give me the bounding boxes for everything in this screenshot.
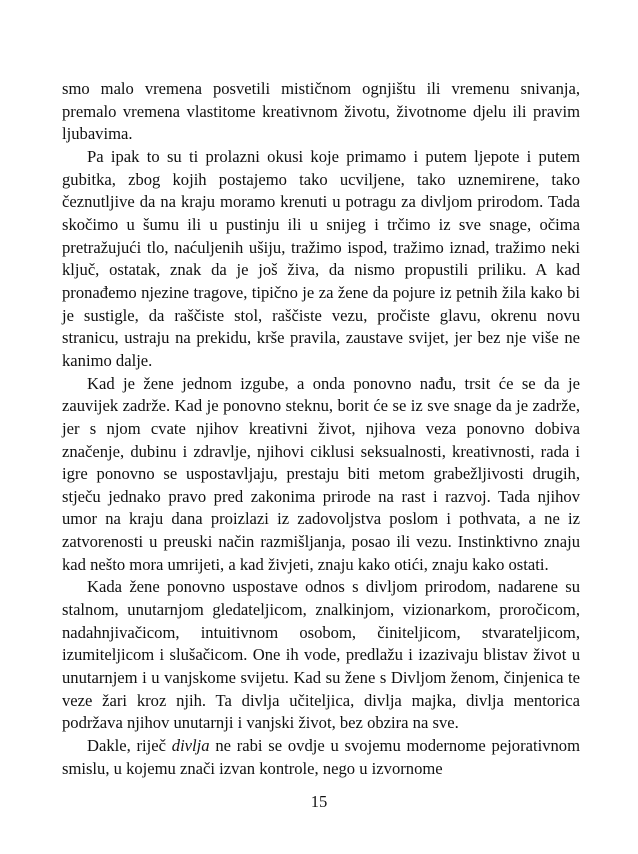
paragraph-4: Kada žene ponovno uspostave odnos s divljom prirodom, nadarene su stalnom, unutarnjom gledateljicom, znalkinjom, vizionarkom, proročicom, nadahnjivačicom, intuitivnom osobom, činiteljicom, stvarateljicom, izumiteljicom i slušačicom. One ih vode, predlažu i izazivaju blistav život u unutarnjem i u vanjskome svijetu. Kad su žene s Divljom ženom, činjenica te veze žari kroz njih. Ta divlja učiteljica, divlja majka, divlja mentorica podržava njihov unutarnji i vanjski život, bez obzira na sve. <box>62 577 580 733</box>
paragraph-5-start: Dakle, riječ <box>87 736 172 756</box>
page-number: 15 <box>310 792 328 811</box>
page-body <box>62 78 580 780</box>
paragraph-1: smo malo vremena posvetili mističnom ognjištu ili vremenu snivanja, premalo vremena vlastitome kreativnom životu, životnome djelu ili pravim ljubavima. <box>62 79 580 144</box>
paragraph-5 <box>62 735 580 780</box>
paragraph-5-end: ne rabi se ovdje u svojemu modernome pejorativnom smislu, u kojemu znači izvan kontrole, nego u izvornome <box>62 736 581 778</box>
emphasized-word: divlja <box>171 736 210 756</box>
paragraph-2: Pa ipak to su ti prolazni okusi koje primamo i putem ljepote i putem gubitka, zbog kojih postajemo tako ucviljene, tako uznemirene, tako čeznutljive da na kraju moramo krenuti u potragu za divljom prirodom. Tada skočimo u šumu ili u pustinju ili u snijeg i trčimo iz sve snage, očima pretražujući tlo, naćuljenih ušiju, tražimo ispod, tražimo iznad, tražimo neki ključ, ostatak, znak da je još živa, da nismo propustili priliku. A kad pronađemo njezine tragove, tipično je za žene da pojure iz petnih žila kako bi je sustigle, da raščiste stol, raščiste vezu, pročiste glavu, okrenu novu stranicu, ustraju na prekidu, krše pravila, zaustave svijet, jer bez nje više ne kanimo dalje. <box>62 146 580 370</box>
paragraph-3: Kad je žene jednom izgube, a onda ponovno nađu, trsit će se da je zauvijek zadrže. Kad je ponovno steknu, borit će se iz sve snage da je zadrže, jer s njom cvate njihov kreativni život, njihova veza ponovno dobiva značenje, dubinu i zdravlje, njihovi ciklusi seksualnosti, kreativnosti, rada i igre ponovno se uspostavljaju, prestaju biti metom grabežljivosti drugih, stječu jednako pravo pred zakonima prirode na rast i razvoj. Tada njihov umor na kraju dana proizlazi iz zadovoljstva poslom i pothvata, a ne iz zatvorenosti u preuski način razmišljanja, posao ili vezu. Instinktivno znaju kad nešto mora umrijeti, a kad živjeti, znaju kako otići, znaju kako ostati. <box>62 373 580 574</box>
